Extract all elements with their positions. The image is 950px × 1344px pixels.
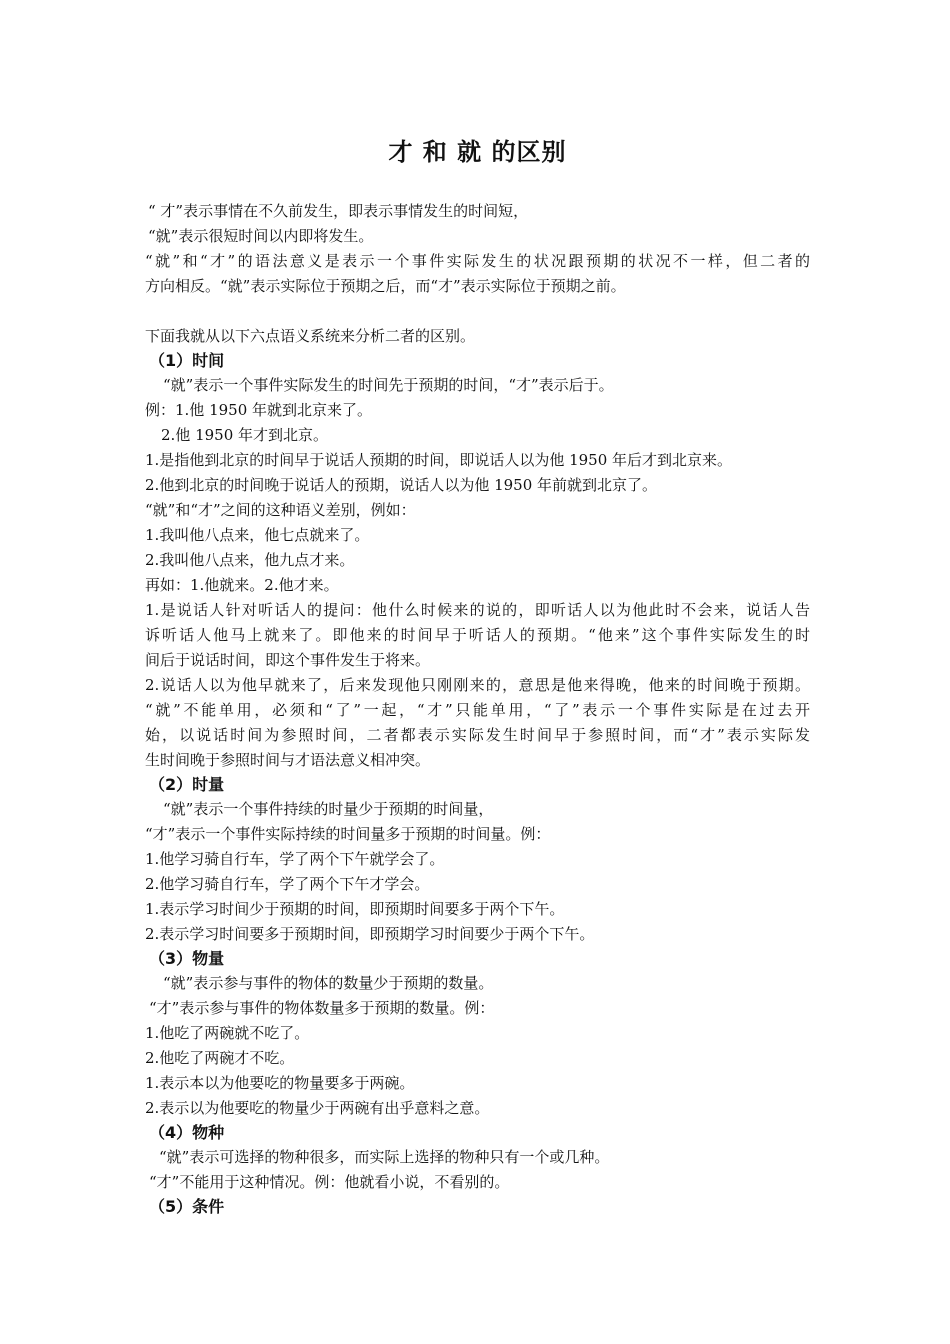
section-heading-type: （4）物种 bbox=[149, 1123, 225, 1142]
text-line: 例：1.他 1950 年就到北京来了。 bbox=[145, 401, 373, 419]
text-line: 2.他到北京的时间晚于说话人的预期，说话人以为他 1950 年前就到北京了。 bbox=[145, 476, 658, 494]
document-title: 才 和 就 的区别 bbox=[388, 138, 567, 166]
text-line: 1.表示学习时间少于预期的时间，即预期时间要多于两个下午。 bbox=[145, 900, 565, 918]
section-heading-quantity: （3）物量 bbox=[149, 949, 225, 968]
text-line: 诉听话人他马上就来了。即他来的时间早于听话人的预期。“他来”这个事件实际发生的时 bbox=[145, 626, 810, 644]
text-line: 1.是指他到北京的时间早于说话人预期的时间，即说话人以为他 1950 年后才到北京来。 bbox=[145, 451, 733, 469]
text-line: 1.我叫他八点来，他七点就来了。 bbox=[145, 526, 370, 544]
text-line: 1.表示本以为他要吃的物量要多于两碗。 bbox=[145, 1074, 415, 1092]
section-heading-condition: （5）条件 bbox=[149, 1197, 225, 1216]
text-line: 2.我叫他八点来，他九点才来。 bbox=[145, 551, 355, 569]
text-line: 2.表示学习时间要多于预期时间，即预期学习时间要少于两个下午。 bbox=[145, 925, 595, 943]
text-line: 始，以说话时间为参照时间，二者都表示实际发生时间早于参照时间，而“才”表示实际发 bbox=[145, 726, 810, 744]
text-line: 间后于说话时间，即这个事件发生于将来。 bbox=[145, 651, 431, 669]
text-line: 方向相反。“就”表示实际位于预期之后，而“才”表示实际位于预期之前。 bbox=[145, 277, 626, 295]
text-line: “就”和“才”的语法意义是表示一个事件实际发生的状况跟预期的状况不一样，但二者的 bbox=[145, 252, 810, 270]
text-line: “就”表示一个事件实际发生的时间先于预期的时间，“才”表示后于。 bbox=[163, 376, 614, 394]
section-heading-duration: （2）时量 bbox=[149, 775, 225, 794]
text-line: 2.他吃了两碗才不吃。 bbox=[145, 1049, 295, 1067]
text-line: “就”表示一个事件持续的时量少于预期的时间量， bbox=[163, 800, 494, 818]
text-line: 1.他学习骑自行车，学了两个下午就学会了。 bbox=[145, 850, 445, 868]
text-line: 2.表示以为他要吃的物量少于两碗有出乎意料之意。 bbox=[145, 1099, 490, 1117]
text-line: “就”表示很短时间以内即将发生。 bbox=[148, 227, 374, 245]
text-line: “就”表示参与事件的物体的数量少于预期的数量。 bbox=[163, 974, 494, 992]
section-heading-time: （1）时间 bbox=[149, 351, 225, 370]
text-line: “就”和“才”之间的这种语义差别，例如： bbox=[145, 501, 416, 519]
text-line: 2.说话人以为他早就来了，后来发现他只刚刚来的，意思是他来得晚，他来的时间晚于预期。 bbox=[145, 676, 810, 694]
text-line: 2.他 1950 年才到北京。 bbox=[161, 426, 329, 444]
text-line: “才”表示参与事件的物体数量多于预期的数量。例： bbox=[149, 999, 495, 1017]
text-line: “就”不能单用，必须和“了”一起，“才”只能单用，“了”表示一个事件实际是在过去开 bbox=[145, 701, 810, 719]
text-line: “才”不能用于这种情况。例：他就看小说，不看别的。 bbox=[149, 1173, 510, 1191]
text-line: 再如：1.他就来。2.他才来。 bbox=[145, 576, 339, 594]
text-line: “就”表示可选择的物种很多，而实际上选择的物种只有一个或几种。 bbox=[159, 1148, 610, 1166]
text-line: 2.他学习骑自行车，学了两个下午才学会。 bbox=[145, 875, 430, 893]
text-line: 下面我就从以下六点语义系统来分析二者的区别。 bbox=[145, 327, 476, 345]
text-line: “ 才”表示事情在不久前发生，即表示事情发生的时间短， bbox=[148, 202, 529, 220]
text-line: “才”表示一个事件实际持续的时间量多于预期的时间量。例： bbox=[145, 825, 551, 843]
text-line: 生时间晚于参照时间与才语法意义相冲突。 bbox=[145, 751, 431, 769]
text-line: 1.是说话人针对听话人的提问：他什么时候来的说的，即听话人以为他此时不会来，说话人告 bbox=[145, 601, 810, 619]
text-line: 1.他吃了两碗就不吃了。 bbox=[145, 1024, 310, 1042]
